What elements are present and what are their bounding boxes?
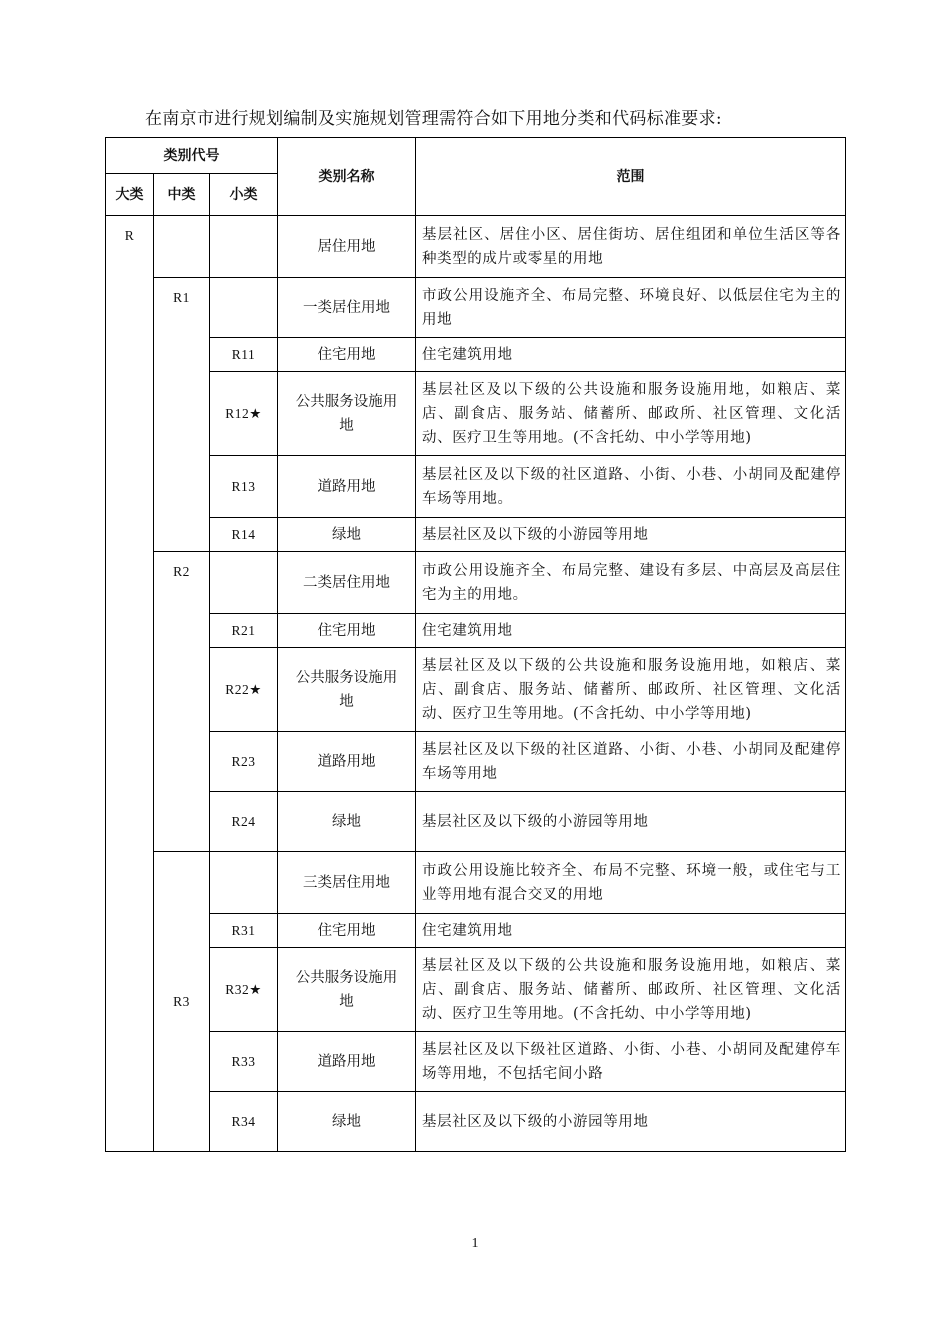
minor-code-cell [210, 552, 278, 614]
table-row [106, 852, 846, 914]
header-minor: 小类 [210, 174, 278, 216]
minor-code-cell: R13 [210, 456, 278, 518]
minor-code-cell: R23 [210, 732, 278, 792]
scope-cell: 市政公用设施齐全、布局完整、建设有多层、中高层及高层住宅为主的用地。 [416, 552, 846, 614]
table-row [106, 338, 846, 372]
scope-cell: 基层社区及以下级的社区道路、小街、小巷、小胡同及配建停车场等用地 [416, 732, 846, 792]
scope-cell: 住宅建筑用地 [416, 614, 846, 648]
minor-code-cell: R32★ [210, 948, 278, 1032]
scope-cell: 基层社区及以下级的公共设施和服务设施用地，如粮店、菜店、副食店、服务站、储蓄所、邮政所、社区管理、文化活动、医疗卫生等用地。(不含托幼、中小学等用地) [416, 372, 846, 456]
table-row [106, 278, 846, 338]
category-name-cell: 道路用地 [278, 732, 416, 792]
header-scope: 范围 [416, 138, 846, 216]
minor-code-cell: R12★ [210, 372, 278, 456]
category-name-cell: 一类居住用地 [278, 278, 416, 338]
land-use-classification-table [105, 137, 846, 1152]
table-row [106, 1032, 846, 1092]
minor-code-cell: R21 [210, 614, 278, 648]
scope-cell: 基层社区及以下级的公共设施和服务设施用地，如粮店、菜店、副食店、服务站、储蓄所、邮政所、社区管理、文化活动、医疗卫生等用地。(不含托幼、中小学等用地) [416, 948, 846, 1032]
table-row [106, 372, 846, 456]
header-medium: 中类 [154, 174, 210, 216]
category-name-cell: 公共服务设施用地 [278, 648, 416, 732]
table-row [106, 648, 846, 732]
scope-cell: 市政公用设施齐全、布局完整、环境良好、以低层住宅为主的用地 [416, 278, 846, 338]
table-row [106, 518, 846, 552]
medium-code-cell [154, 216, 210, 278]
scope-cell: 基层社区及以下级社区道路、小街、小巷、小胡同及配建停车场等用地，不包括宅间小路 [416, 1032, 846, 1092]
header-code-group: 类别代号 [106, 138, 278, 174]
scope-cell: 基层社区及以下级的社区道路、小街、小巷、小胡同及配建停车场等用地。 [416, 456, 846, 518]
minor-code-cell: R24 [210, 792, 278, 852]
table-row [106, 1092, 846, 1152]
category-name-cell: 住宅用地 [278, 338, 416, 372]
minor-code-cell: R22★ [210, 648, 278, 732]
table-row [106, 948, 846, 1032]
scope-cell: 基层社区及以下级的小游园等用地 [416, 518, 846, 552]
table-row [106, 456, 846, 518]
category-name-cell: 公共服务设施用地 [278, 948, 416, 1032]
header-name: 类别名称 [278, 138, 416, 216]
category-name-cell: 道路用地 [278, 456, 416, 518]
scope-cell: 基层社区及以下级的小游园等用地 [416, 1092, 846, 1152]
category-name-cell: 道路用地 [278, 1032, 416, 1092]
table-row [106, 614, 846, 648]
category-name-cell: 二类居住用地 [278, 552, 416, 614]
medium-code-cell: R3 [154, 852, 210, 1152]
table-row [106, 732, 846, 792]
medium-code-cell: R1 [154, 278, 210, 552]
scope-cell: 基层社区及以下级的小游园等用地 [416, 792, 846, 852]
page-number: 1 [471, 1236, 479, 1251]
category-name-cell: 居住用地 [278, 216, 416, 278]
minor-code-cell: R11 [210, 338, 278, 372]
minor-code-cell: R34 [210, 1092, 278, 1152]
intro-text: 在南京市进行规划编制及实施规划管理需符合如下用地分类和代码标准要求: [145, 109, 722, 129]
category-name-cell: 绿地 [278, 792, 416, 852]
scope-cell: 住宅建筑用地 [416, 338, 846, 372]
table-row [106, 914, 846, 948]
table-row [106, 552, 846, 614]
minor-code-cell: R31 [210, 914, 278, 948]
table-row [106, 216, 846, 278]
table-header-row [106, 138, 846, 174]
category-name-cell: 公共服务设施用地 [278, 372, 416, 456]
major-code-cell: R [106, 216, 154, 1152]
header-major: 大类 [106, 174, 154, 216]
medium-code-cell: R2 [154, 552, 210, 852]
minor-code-cell [210, 216, 278, 278]
table-row [106, 792, 846, 852]
category-name-cell: 三类居住用地 [278, 852, 416, 914]
category-name-cell: 绿地 [278, 518, 416, 552]
minor-code-cell [210, 278, 278, 338]
scope-cell: 市政公用设施比较齐全、布局不完整、环境一般，或住宅与工业等用地有混合交叉的用地 [416, 852, 846, 914]
minor-code-cell [210, 852, 278, 914]
category-name-cell: 住宅用地 [278, 914, 416, 948]
minor-code-cell: R33 [210, 1032, 278, 1092]
scope-cell: 基层社区及以下级的公共设施和服务设施用地，如粮店、菜店、副食店、服务站、储蓄所、邮政所、社区管理、文化活动、医疗卫生等用地。(不含托幼、中小学等用地) [416, 648, 846, 732]
scope-cell: 住宅建筑用地 [416, 914, 846, 948]
category-name-cell: 住宅用地 [278, 614, 416, 648]
scope-cell: 基层社区、居住小区、居住街坊、居住组团和单位生活区等各种类型的成片或零星的用地 [416, 216, 846, 278]
category-name-cell: 绿地 [278, 1092, 416, 1152]
minor-code-cell: R14 [210, 518, 278, 552]
